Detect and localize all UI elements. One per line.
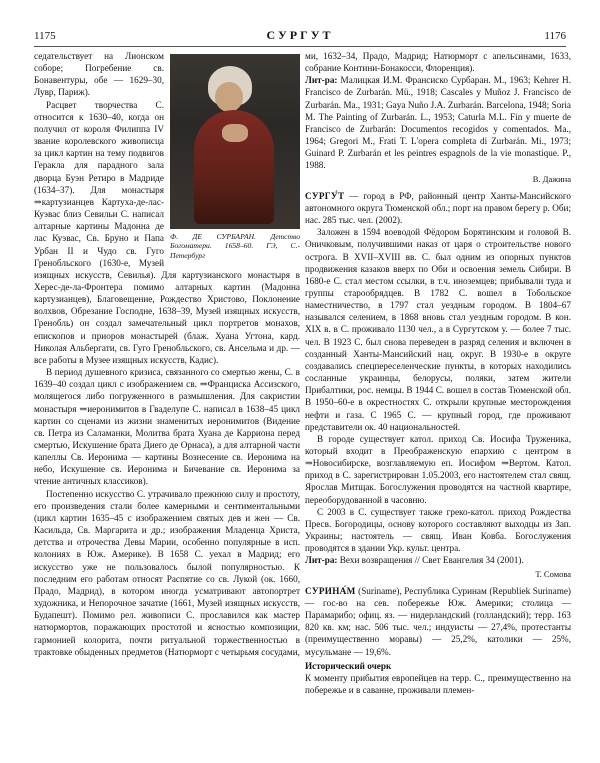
paragraph: В период душевного кризиса, связанного со смертью жены, С. в 1639–40 создал цикл с изображением св. ⇒Франциска Ассизского, молящегося либо погруженного в размышления. Для сакристии монастыря ⇒иеронимитов в Гваделупе С. написал в 1638–45 цикл картин со сценами из жизни знаменитых иеронимитов (Видение св. Петра из Саламанки, Молитва брата Хуана де Карриона перед смертью, Искушение брата Диего де Орнаса), а для алтарной части капеллы Св. Иеронима — картины Вознесение св. Иеронима на небо, Искушение св. Иеронима и Бичевание св. Иеронима за чтение античных классиков). (34, 367, 300, 487)
page-number-left: 1175 (34, 30, 56, 42)
painting-figure (170, 54, 300, 260)
paragraph: Заложен в 1594 воеводой Фёдором Борятинским и головой В. Оничковым, получившими наказ от царя о строительстве нового острога. В XVII–XVIII вв. С. был одним из опорных пунктов продвижения казаков вверх по Оби и освоения земель Сибири. В 1680-е С. стал местом ссылки, в т.ч. иноземцев; прибывали туда и группы старообрядцев. В 1782 С. вошел в Тобольское наместничество, в 1797 стал уездным городом. В 1804–67 назывался селением, в 1868 вновь стал уездным городом. В кон. XIX в. в С. проживало 1130 чел., а в Сургутском у. — более 7 тыс. чел. В 1923 С. был снова переведен в разряд селения и включен в созданный Ханты-Мансийский нац. округ. В 1930-е в округе создавались спецпереселенческие пункты, в которых находились сосланные украинцы, белорусы, поляки, затем жители Прибалтики, рос. немцы. В 1944 С. вошел в состав Тюменской обл. В 1950–60-е в окрестностях С. открыли крупные месторождения нефти и газа. С 1965 С. — крупный город, где проживают представители ок. 40 национальностей. (305, 227, 571, 432)
page-number-right: 1176 (544, 30, 566, 42)
entry-lead: — город в РФ, районный центр Ханты-Мансийского автономного округа Тюменской обл.; порт на правом берегу р. Оби; нас. 285 тыс. чел. (2002). (305, 190, 571, 226)
headword: СУРГУ́Т (305, 190, 345, 201)
paragraph: седательствует на Лионском соборе; Погребение св. Бонавентуры, обе — 1629–30, Лувр, Париж). (34, 51, 164, 98)
running-title: СУРГУТ (266, 28, 334, 42)
literature-label: Лит-ра: (305, 75, 338, 86)
paragraph: С 2003 в С. существует также греко-катол. приход Рождества Пресв. Богородицы, основу которого составляют выходцы из Зап. Украины; настоятель — свящ. Иван Ковба. Богослужения проводятся в здании Укр. культ. центра. (305, 506, 571, 554)
entry-lead: (Suriname), Республика Суринам (Republiek Suriname) — гос-во на сев. побережье Юж. Америки; столица — Парамарибо; офиц. яз. — нидерландский (голландский); терр. 163 820 кв. км; нас. 506 тыс. чел.; индуисты — 27,4%, протестанты (преимущественно моравы) — 25,2%, католики — 25%, мусульмане — 19,6%. (305, 585, 571, 657)
entry-surgut (305, 190, 571, 226)
paragraph: К моменту прибытия европейцев на терр. С., преимущественно на побережье и в саванне, проживали племен- (305, 672, 571, 695)
page-header (0, 4, 600, 42)
literature (305, 554, 571, 566)
paragraph: ми, 1632–34, Прадо, Мадрид; Натюрморт с апельсинами, 1633, собрание Контини-Бонакосси, Флоренция). (305, 51, 571, 74)
literature-text: Малицкая И.М. Франсиско Сурбаран. М., 1963; Kehrer H. Francisco de Zurbarán. Mü., 1918; Cascales y Muñoz J. Francisco de Zurbarán. Ma., 1931; Gaya Nuño J.A. Zurbarán. Barcelona, 1948; Soria M. The Painting of Zurbarán. L., 1953; Caturla M.L. Fin y muerte de Francisco de Zurbarán: Documentos recogidos y comentados. Ma., 1964; Gregori M., Frati T. L'opera completa di Zurbarán. Mi., 1973; Guinard P. Zurbarán et les peintres espagnols de la vie monastique. P., 1988. (305, 75, 571, 171)
literature-label: Лит-ра: (305, 555, 338, 566)
headword: СУРИНА́М (305, 585, 356, 596)
entry-surinam (305, 585, 571, 658)
article-author: В. Дажина (532, 173, 571, 184)
painting-image (170, 54, 300, 229)
right-column (305, 50, 571, 696)
literature (305, 74, 571, 171)
article-author: Т. Сомова (535, 568, 571, 579)
paragraph: Расцвет творчества С. относится к 1630–40, когда он получил от короля Филиппа IV звание королевского живописца за цикл картин на тему подвигов Геракла для парадного зала дворца Буэн Ретиро в Мадриде (1634–37). Для монастыря ⇒картузианцев Картуха-де-лас-Куэвас близ Севильи С. написал алтарные картины Мадонна де лас Куэвас, Св. Бруно и Папа Урбан II и Чудо св. Гуго Гренобльского (1630-е, Музей изящных искусств, Севилья). Для картузианского монастыря в Херес-де-ла-Фронтера помимо алтарных картин (Мадонна картузианцев), Благовещение, Рождество Христово, Поклонение волхвов, Обрезание Господне, 1638–39, Музей изящных искусств, Гренобль) он создал замечательный цикл портретов монахов, епископов и приоров монастырей (блаж. Хуана Угтона, кард. Николая Альбергати, св. Гуго Гренобльского, св. Ансельма и др. — все работы в Музее изящных искусств, Кадис). (34, 99, 300, 365)
figure-caption: Ф. ДЕ СУРБАРАН. Детство Богоматери. 1658–60. ГЭ, С.-Петербург (170, 232, 300, 260)
section-heading: Исторический очерк (305, 660, 392, 671)
header-rule (34, 46, 566, 47)
paragraph: В городе существует катол. приход Св. Иосифа Труженика, который входит в Преображенскую епархию с центром в ⇒Новосибирске, возглавляемую еп. Иосифом ⇒Вертом. Катол. приход в С. зарегистрирован 1.05.2003, его настоятелем стал свящ. Ярослав Митщак. Богослужения проводятся на частной квартире, переоборудованной в часовню. (305, 433, 571, 505)
left-column (34, 50, 300, 658)
paragraph: Постепенно искусство С. утрачивало прежнюю силу и простоту, его произведения стали более камерными и сентиментальными (цикл картин 1635–45 с изображением святых дев и жен — Св. Касильда, Св. Маргарита и др.; изображения Младенца Христа, детства и отрочества Девы Марии, особенно популярные в исп. колониях в Юж. Америке). В 1658 С. уехал в Мадрид; его искусство уже не пользовалось былой популярностью. К последним его работам относят Распятие со св. Лукой (ок. 1660, Прадо, Мадрид), в котором иногда усматривают автопортрет художника, и Непорочное зачатие (1661, Музей изящных искусств, Будапешт). Помимо рел. живописи С. прославился как мастер натюрмортов, поражающих простотой и ясностью композиции, гармонией колорита, почти ритуальной торжественностью в трактовке обыденных предметов (Натюрморт с четырьмя сосудами, (34, 488, 300, 657)
literature-text: Вехи возвращения // Свет Евангелия 34 (2001). (339, 555, 524, 566)
